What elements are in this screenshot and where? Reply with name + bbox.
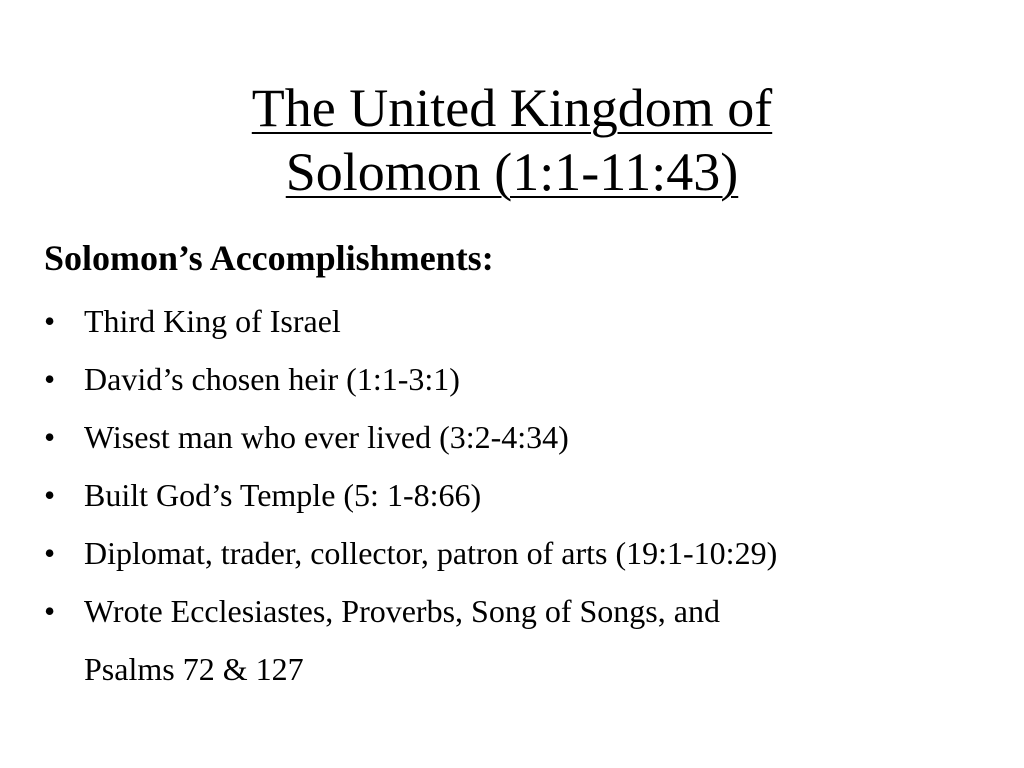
- accomplishments-list: [44, 292, 994, 698]
- list-item-text: Built God’s Temple (5: 1-8:66): [84, 477, 482, 513]
- list-item: [44, 466, 994, 524]
- list-item-text: Third King of Israel: [84, 303, 341, 339]
- list-item: [44, 408, 994, 466]
- bullet-icon: •: [44, 593, 56, 629]
- list-item-text: David’s chosen heir (1:1-3:1): [84, 361, 460, 397]
- list-item-text: Wrote Ecclesiastes, Proverbs, Song of Songs, and Psalms 72 & 127: [84, 593, 720, 687]
- bullet-icon: •: [44, 303, 56, 339]
- list-item: [44, 524, 994, 582]
- list-item: [44, 582, 994, 698]
- bullet-icon: •: [44, 535, 56, 571]
- bullet-icon: •: [44, 419, 56, 455]
- bullet-icon: •: [44, 361, 56, 397]
- list-item-text: Diplomat, trader, collector, patron of arts (19:1-10:29): [84, 535, 778, 571]
- slide-title: [0, 76, 1024, 204]
- section-heading: Solomon’s Accomplishments:: [44, 238, 494, 278]
- title-line-2: Solomon (1:1-11:43): [285, 142, 739, 203]
- list-item: [44, 350, 994, 408]
- list-item-text: Wisest man who ever lived (3:2-4:34): [84, 419, 569, 455]
- list-item: [44, 292, 994, 350]
- title-line-1: The United Kingdom of: [251, 78, 773, 139]
- bullet-icon: •: [44, 477, 56, 513]
